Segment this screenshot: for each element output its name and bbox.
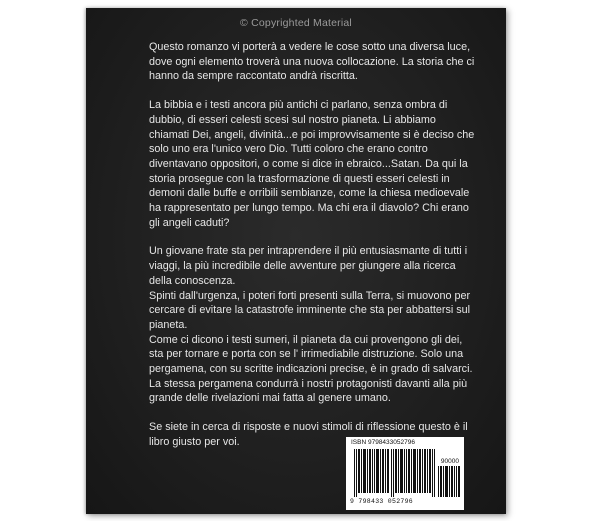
blurb-paragraph-3c: Come ci dicono i testi sumeri, il pianeta da cui provengono gli dei, sta per tornare e porta con se l' irrimediabile distruzione. Solo una pergamena, con su scritte indicazioni precise, è in grado di salvarci. [149,333,473,376]
barcode-number: 9 798433 052796 [350,498,414,505]
book-back-cover [86,8,506,514]
price-barcode-icon [438,466,460,497]
price-code: 90000 [440,458,459,465]
blurb-paragraph-1: Questo romanzo vi porterà a vedere le cose sotto una diversa luce, dove ogni elemento troverà una nuova collocazione. La storia che ci hanno da sempre raccontato andrà riscritta. [149,41,475,83]
blurb-paragraph-2: La bibbia e i testi ancora più antichi ci parlano, senza ombra di dubbio, di esseri celesti scesi sul nostro pianeta. Li abbiamo chiamati Dei, angeli, divinità...e poi improvvisamente si è deciso che solo uno era l'unico vero Dio. Tutti coloro che erano contro diventavano oppositori, o come si dice in ebraico...Satan. Da qui la storia prosegue con la trasformazione di questi esseri celesti in demoni dalle buffe e orribili sembianze, come la chiesa medioevale ha rappresentato per lungo tempo. Ma chi era il diavolo? Chi erano gli angeli caduti? [149,99,475,229]
blurb-paragraph-3a: Un giovane frate sta per intraprendere il più entusiasmante di tutti i viaggi, la più incredibile delle avventure per giungere alla ricerca della conoscenza. [149,245,468,287]
blurb-paragraph-3b: Spinti dall'urgenza, i poteri forti presenti sulla Terra, si muovono per cercare di evitare la catastrofe imminente che sta per abbattersi sul pianeta. [149,289,471,331]
isbn-label: ISBN 9798433052796 [351,439,415,446]
blurb-paragraph-4: Se siete in cerca di risposte e nuovi stimoli di riflessione questo è il libro giusto per voi. [149,421,468,448]
copyright-watermark: © Copyrighted Material [240,17,352,29]
barcode-icon [354,449,436,497]
back-cover-blurb [149,40,479,464]
blurb-paragraph-3d: La stessa pergamena condurrà i nostri protagonisti davanti alla più grande delle rivelazioni mai fatta al genere umano. [149,377,468,405]
isbn-barcode-box [346,437,464,510]
